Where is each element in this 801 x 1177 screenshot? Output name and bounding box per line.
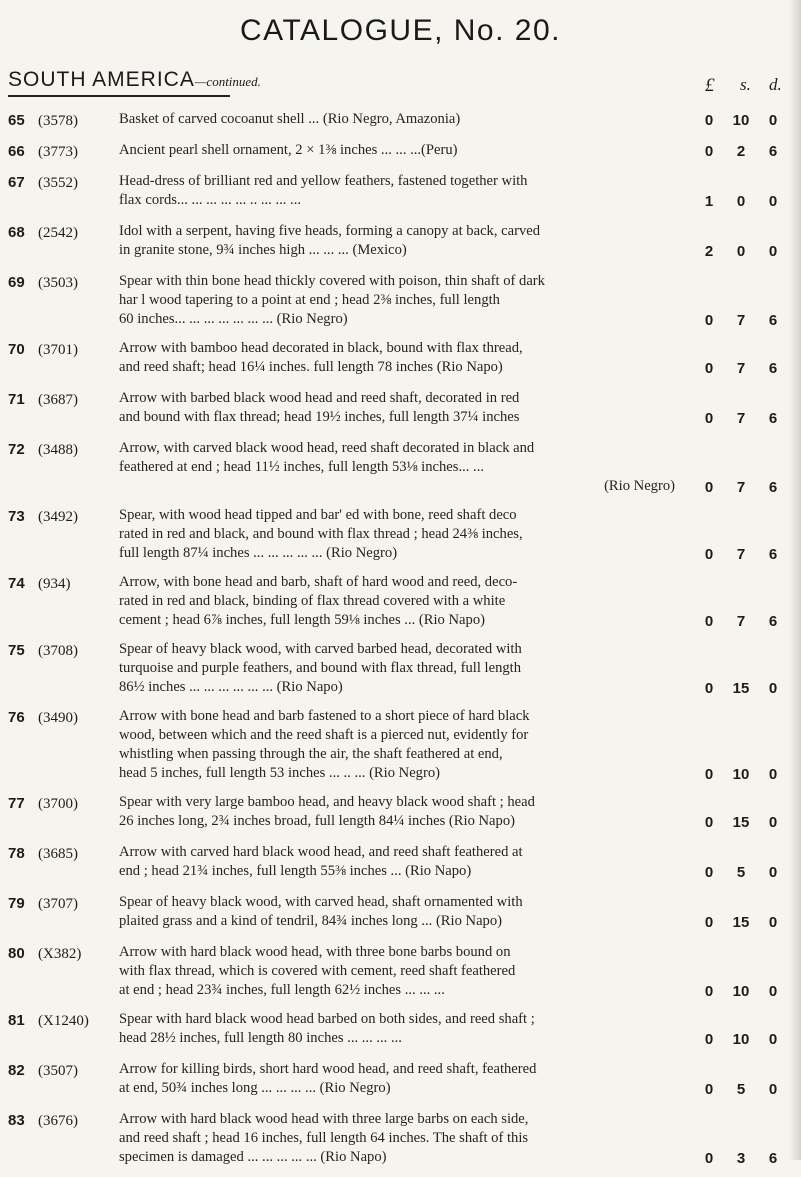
entry-number: 75: [8, 642, 25, 659]
entry-number: 81: [8, 1012, 25, 1029]
price-pence: 6: [768, 312, 778, 329]
entry-number: 72: [8, 441, 25, 458]
description-line: whistling when passing through the air, the shaft feathered at end,: [119, 746, 503, 762]
price-shillings: 7: [736, 360, 746, 377]
price-pence: 6: [768, 410, 778, 427]
description-line: har l wood tapering to a point at end ; head 2⅜ inches, full length: [119, 292, 500, 308]
catalogue-entry: [0, 141, 801, 160]
description-line: cement ; head 6⅞ inches, full length 59⅛ inches ... (Rio Napo): [119, 612, 485, 628]
price-pounds: 0: [704, 680, 714, 697]
price-pounds: 0: [704, 479, 714, 496]
catalogue-entry: [0, 1010, 801, 1048]
catalogue-entry: [0, 793, 801, 831]
description-line: and bound with flax thread; head 19½ inches, full length 37¼ inches: [119, 409, 520, 425]
entry-description: [119, 141, 679, 160]
description-line: Arrow with hard black wood head, with three bone barbs bound on: [119, 944, 511, 960]
description-line: flax cords... ... ... ... ... .. ... ... ...: [119, 192, 301, 208]
price-shillings: 10: [732, 983, 750, 1000]
price-pounds: 0: [704, 360, 714, 377]
entry-description: [119, 843, 679, 881]
description-line: Arrow, with bone head and barb, shaft of hard wood and reed, deco-: [119, 574, 518, 590]
price-pounds: 0: [704, 112, 714, 129]
entry-reference: (3707): [38, 896, 78, 912]
pence-column-header: d.: [769, 75, 782, 94]
description-line: Head-dress of brilliant red and yellow feathers, fastened together with: [119, 173, 528, 189]
price-pence: 6: [768, 1150, 778, 1167]
catalogue-entry: [0, 1110, 801, 1167]
entry-reference: (3490): [38, 710, 78, 726]
entry-description: [119, 1010, 679, 1048]
catalogue-entry: [0, 640, 801, 697]
entry-reference: (3507): [38, 1063, 78, 1079]
price-shillings: 10: [732, 766, 750, 783]
shillings-column-header: s.: [740, 75, 751, 94]
price-pence: 0: [768, 983, 778, 1000]
entry-number: 68: [8, 224, 25, 241]
catalogue-entry: [0, 506, 801, 563]
entry-reference: (3578): [38, 113, 78, 129]
price-pounds: 0: [704, 914, 714, 931]
price-shillings: 7: [736, 546, 746, 563]
description-line: Spear of heavy black wood, with carved barbed head, decorated with: [119, 641, 522, 657]
price-pence: 6: [768, 479, 778, 496]
price-pounds: 2: [704, 243, 714, 260]
entry-reference: (3676): [38, 1113, 78, 1129]
entry-number: 74: [8, 575, 25, 592]
price-pence: 0: [768, 1081, 778, 1098]
description-line: Arrow with bamboo head decorated in black, bound with flax thread,: [119, 340, 523, 356]
price-pounds: 0: [704, 1031, 714, 1048]
price-pence: 0: [768, 814, 778, 831]
entry-reference: (3700): [38, 796, 78, 812]
catalogue-entry: [0, 1060, 801, 1098]
description-line: full length 87¼ inches ... ... ... ... ... (Rio Negro): [119, 545, 398, 561]
price-shillings: 10: [732, 112, 750, 129]
description-line: Arrow with carved hard black wood head, and reed shaft feathered at: [119, 844, 523, 860]
price-pence: 6: [768, 546, 778, 563]
description-line: specimen is damaged ... ... ... ... ... (Rio Napo): [119, 1149, 387, 1165]
description-line: head 28½ inches, full length 80 inches ... ... ... ...: [119, 1030, 402, 1046]
description-line: Arrow with hard black wood head with three large barbs on each side,: [119, 1111, 529, 1127]
description-line: Arrow, with carved black wood head, reed shaft decorated in black and: [119, 440, 535, 456]
entry-number: 65: [8, 112, 25, 129]
price-pounds: 0: [704, 1081, 714, 1098]
section-name: SOUTH AMERICA: [8, 68, 195, 91]
price-pounds: 0: [704, 814, 714, 831]
description-line: Arrow with barbed black wood head and reed shaft, decorated in red: [119, 390, 520, 406]
description-line: Spear with hard black wood head barbed on both sides, and reed shaft ;: [119, 1011, 535, 1027]
description-line: and reed shaft ; head 16 inches, full length 64 inches. The shaft of this: [119, 1130, 529, 1146]
entry-number: 71: [8, 391, 25, 408]
price-pounds: 0: [704, 143, 714, 160]
description-line: plaited grass and a kind of tendril, 84¾ inches long ... (Rio Napo): [119, 913, 503, 929]
entry-number: 80: [8, 945, 25, 962]
entry-number: 77: [8, 795, 25, 812]
catalogue-entry: [0, 893, 801, 931]
catalogue-entry: [0, 573, 801, 630]
entry-reference: (3492): [38, 509, 78, 525]
price-shillings: 5: [736, 1081, 746, 1098]
page-title: CATALOGUE, No. 20.: [240, 14, 561, 47]
entry-number: 69: [8, 274, 25, 291]
entry-number: 78: [8, 845, 25, 862]
description-line: 86½ inches ... ... ... ... ... ... (Rio Napo): [119, 679, 343, 695]
description-line: 60 inches... ... ... ... ... ... ... (Rio Negro): [119, 311, 348, 327]
entry-reference: (3708): [38, 643, 78, 659]
entry-number: 66: [8, 143, 25, 160]
price-shillings: 15: [732, 680, 750, 697]
section-heading: [8, 68, 261, 92]
entry-description: [119, 573, 679, 630]
description-line: turquoise and purple feathers, and bound with flax thread, full length: [119, 660, 522, 676]
description-line: rated in red and black, and bound with flax thread ; head 24⅜ inches,: [119, 526, 523, 542]
pounds-column-header: £: [705, 75, 715, 96]
description-line: with flax thread, which is covered with cement, reed shaft feathered: [119, 963, 516, 979]
catalogue-entry: [0, 110, 801, 129]
price-pounds: 0: [704, 983, 714, 1000]
price-pence: 6: [768, 143, 778, 160]
description-line: wood, between which and the reed shaft is a pierced nut, evidently for: [119, 727, 529, 743]
catalogue-entry: [0, 943, 801, 1000]
entry-description: [119, 893, 679, 931]
entry-description: [119, 943, 679, 1000]
description-line: (Rio Negro): [604, 478, 675, 494]
description-line: at end, 50¾ inches long ... ... ... ... (Rio Negro): [119, 1080, 391, 1096]
description-line: Spear, with wood head tipped and bar' ed with bone, reed shaft deco: [119, 507, 517, 523]
entry-number: 73: [8, 508, 25, 525]
price-pence: 0: [768, 766, 778, 783]
price-pounds: 0: [704, 410, 714, 427]
entry-number: 79: [8, 895, 25, 912]
price-pounds: 0: [704, 864, 714, 881]
entry-reference: (3503): [38, 275, 78, 291]
price-shillings: 2: [736, 143, 746, 160]
catalogue-entry: [0, 707, 801, 783]
price-pence: 0: [768, 193, 778, 210]
entry-description: [119, 389, 679, 427]
description-line: Arrow for killing birds, short hard wood head, and reed shaft, feathered: [119, 1061, 537, 1077]
entry-reference: (3552): [38, 175, 78, 191]
description-line: Idol with a serpent, having five heads, forming a canopy at back, carved: [119, 223, 541, 239]
entry-description: [119, 339, 679, 377]
section-underline: [8, 95, 230, 97]
entry-reference: (3685): [38, 846, 78, 862]
price-pence: 6: [768, 360, 778, 377]
price-shillings: 3: [736, 1150, 746, 1167]
entry-description: [119, 707, 679, 783]
price-shillings: 10: [732, 1031, 750, 1048]
description-line: Spear with thin bone head thickly covered with poison, thin shaft of dark: [119, 273, 545, 289]
price-shillings: 7: [736, 479, 746, 496]
price-shillings: 0: [736, 243, 746, 260]
entry-number: 83: [8, 1112, 25, 1129]
entry-reference: (3773): [38, 144, 78, 160]
price-pence: 6: [768, 613, 778, 630]
entry-description: [119, 272, 679, 329]
price-shillings: 0: [736, 193, 746, 210]
description-line: Spear of heavy black wood, with carved head, shaft ornamented with: [119, 894, 523, 910]
price-pounds: 0: [704, 766, 714, 783]
entry-reference: (934): [38, 576, 71, 592]
price-shillings: 7: [736, 312, 746, 329]
entry-description: [119, 640, 679, 697]
price-pounds: 1: [704, 193, 714, 210]
entry-number: 67: [8, 174, 25, 191]
entry-reference: (2542): [38, 225, 78, 241]
description-line: 26 inches long, 2¾ inches broad, full length 84¼ inches (Rio Napo): [119, 813, 515, 829]
entry-reference: (X382): [38, 946, 82, 962]
entry-description: [119, 110, 679, 129]
entry-number: 70: [8, 341, 25, 358]
description-line: rated in red and black, binding of flax thread covered with a white: [119, 593, 506, 609]
entry-reference: (3488): [38, 442, 78, 458]
catalogue-entries: [0, 110, 801, 1177]
price-pence: 0: [768, 864, 778, 881]
price-pence: 0: [768, 112, 778, 129]
continued-label: —continued.: [194, 74, 261, 89]
price-shillings: 15: [732, 914, 750, 931]
entry-description: [119, 1060, 679, 1098]
price-shillings: 7: [736, 410, 746, 427]
price-pence: 0: [768, 914, 778, 931]
description-line: Basket of carved cocoanut shell ... (Rio Negro, Amazonia): [119, 111, 461, 127]
entry-number: 76: [8, 709, 25, 726]
entry-reference: (3687): [38, 392, 78, 408]
catalogue-entry: [0, 843, 801, 881]
entry-description: [119, 439, 679, 496]
price-shillings: 7: [736, 613, 746, 630]
description-line: head 5 inches, full length 53 inches ... .. ... (Rio Negro): [119, 765, 440, 781]
catalogue-entry: [0, 389, 801, 427]
entry-reference: (3701): [38, 342, 78, 358]
price-pounds: 0: [704, 546, 714, 563]
catalogue-entry: [0, 439, 801, 496]
entry-description: [119, 222, 679, 260]
price-pence: 0: [768, 1031, 778, 1048]
price-pounds: 0: [704, 613, 714, 630]
entry-number: 82: [8, 1062, 25, 1079]
entry-description: [119, 1110, 679, 1167]
entry-description: [119, 793, 679, 831]
description-line: Ancient pearl shell ornament, 2 × 1⅜ inches ... ... ...(Peru): [119, 142, 458, 158]
price-shillings: 15: [732, 814, 750, 831]
description-line: and reed shaft; head 16¼ inches. full length 78 inches (Rio Napo): [119, 359, 503, 375]
description-line: feathered at end ; head 11½ inches, full length 53⅛ inches... ...: [119, 459, 485, 475]
catalogue-entry: [0, 339, 801, 377]
description-line: end ; head 21¾ inches, full length 55⅜ inches ... (Rio Napo): [119, 863, 472, 879]
description-line: at end ; head 23¾ inches, full length 62½ inches ... ... ...: [119, 982, 445, 998]
price-pounds: 0: [704, 312, 714, 329]
catalogue-entry: [0, 172, 801, 210]
price-pounds: 0: [704, 1150, 714, 1167]
description-line: Arrow with bone head and barb fastened to a short piece of hard black: [119, 708, 530, 724]
catalogue-entry: [0, 222, 801, 260]
entry-reference: (X1240): [38, 1013, 89, 1029]
entry-description: [119, 506, 679, 563]
price-pence: 0: [768, 243, 778, 260]
description-line: in granite stone, 9¾ inches high ... ... ... (Mexico): [119, 242, 407, 258]
description-line: Spear with very large bamboo head, and heavy black wood shaft ; head: [119, 794, 535, 810]
price-shillings: 5: [736, 864, 746, 881]
entry-description: [119, 172, 679, 210]
price-pence: 0: [768, 680, 778, 697]
catalogue-entry: [0, 272, 801, 329]
